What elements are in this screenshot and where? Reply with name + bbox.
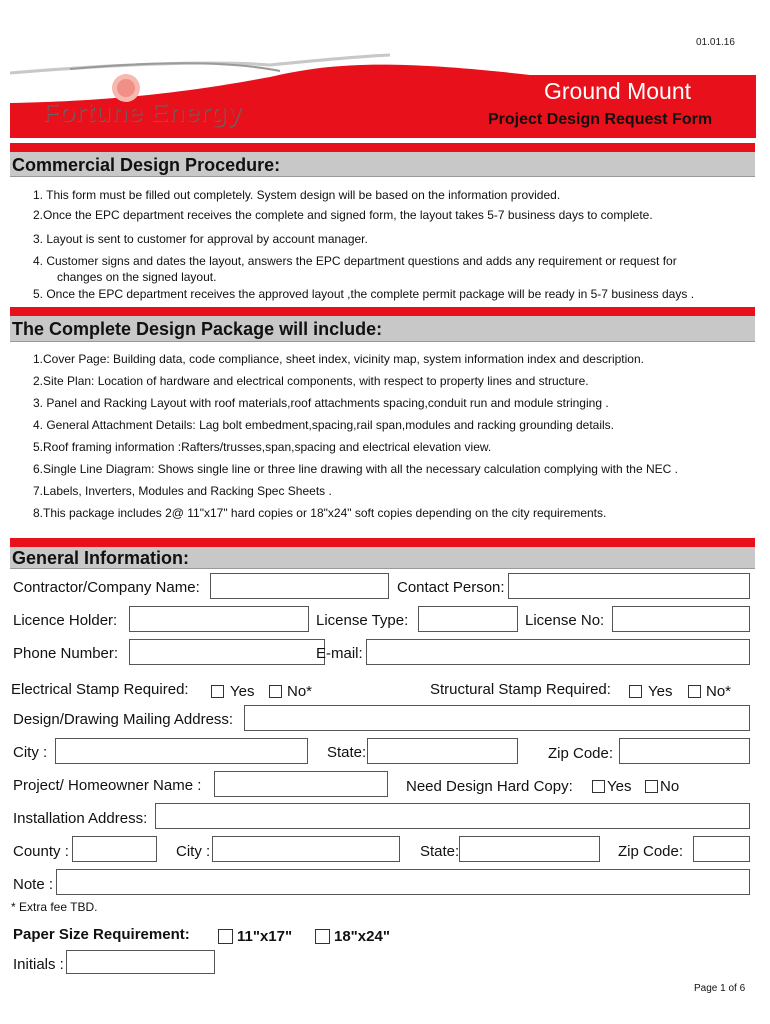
city-label: City : <box>13 744 48 761</box>
package-item: 1.Cover Page: Building data, code compliance, sheet index, vicinity map, system information index and description. <box>33 352 644 366</box>
initials-input[interactable] <box>66 950 215 974</box>
county-label: County : <box>13 843 69 860</box>
title-commercial: Commercial <box>538 44 709 80</box>
contractor-input[interactable] <box>210 573 389 599</box>
county-input[interactable] <box>72 836 157 862</box>
general-red-bar <box>10 538 755 547</box>
zip-code-label: Zip Code: <box>548 745 614 762</box>
project-homeowner-label: Project/ Homeowner Name : <box>13 777 202 794</box>
procedure-item: 4. Customer signs and dates the layout, answers the EPC department questions and adds any requirement or request for <box>33 254 677 268</box>
initials-label: Initials : <box>13 956 64 973</box>
package-item: 3. Panel and Racking Layout with roof materials,roof attachments spacing,conduit run and module stringing . <box>33 396 609 410</box>
structural-stamp-label: Structural Stamp Required: <box>430 681 611 698</box>
zip-code-input[interactable] <box>619 738 750 764</box>
note-label: Note : <box>13 876 54 893</box>
package-red-bar <box>10 307 755 316</box>
install-city-input[interactable] <box>212 836 400 862</box>
package-item: 6.Single Line Diagram: Shows single line or three line drawing with all the necessary calculation complying with the NEC . <box>33 462 678 476</box>
email-label: E-mail: <box>316 645 363 662</box>
installation-address-input[interactable] <box>155 803 750 829</box>
license-no-input[interactable] <box>612 606 750 632</box>
contact-person-label: Contact Person: <box>397 579 505 596</box>
package-item: 5.Roof framing information :Rafters/trusses,span,spacing and electrical elevation view. <box>33 440 492 454</box>
form-subtitle: Project Design Request Form <box>488 111 713 128</box>
paper-11x17-label: 11"x17" <box>237 928 293 945</box>
hard-copy-yes-checkbox[interactable] <box>592 780 605 793</box>
hard-copy-no-label: No <box>660 778 680 795</box>
state-input[interactable] <box>367 738 518 764</box>
hard-copy-label: Need Design Hard Copy: <box>406 778 573 795</box>
contact-person-input[interactable] <box>508 573 750 599</box>
licence-holder-input[interactable] <box>129 606 309 632</box>
install-city-label: City : <box>176 843 211 860</box>
electrical-stamp-label: Electrical Stamp Required: <box>11 681 189 698</box>
license-type-input[interactable] <box>418 606 518 632</box>
electrical-stamp-no-label: No* <box>287 683 313 700</box>
page-number: Page 1 of 6 <box>694 983 746 994</box>
contractor-label: Contractor/Company Name: <box>13 579 200 596</box>
installation-address-label: Installation Address: <box>13 810 148 827</box>
date-code: 01.01.16 <box>696 37 735 48</box>
install-state-label: State: <box>420 843 460 860</box>
install-zip-code-input[interactable] <box>693 836 750 862</box>
structural-stamp-yes-label: Yes <box>648 683 673 700</box>
state-label: State: <box>327 744 367 761</box>
general-title: General Information: <box>12 548 190 568</box>
procedure-item: 1. This form must be filled out completely. System design will be based on the information provided. <box>33 188 561 202</box>
mailing-address-label: Design/Drawing Mailing Address: <box>13 711 234 728</box>
structural-stamp-yes-checkbox[interactable] <box>629 685 642 698</box>
paper-18x24-checkbox[interactable] <box>315 929 330 944</box>
company-logo: Fortune Energy <box>42 97 242 127</box>
package-item: 7.Labels, Inverters, Modules and Racking Spec Sheets . <box>33 484 332 498</box>
procedure-item-continuation: changes on the signed layout. <box>57 270 217 284</box>
package-item: 4. General Attachment Details: Lag bolt embedment,spacing,rail span,modules and racking grounding details. <box>33 418 615 432</box>
extra-fee-note: * Extra fee TBD. <box>11 900 98 914</box>
procedure-item: 3. Layout is sent to customer for approval by account manager. <box>33 232 368 246</box>
electrical-stamp-no-checkbox[interactable] <box>269 685 282 698</box>
hard-copy-yes-label: Yes <box>607 778 632 795</box>
procedure-item: 5. Once the EPC department receives the approved layout ,the complete permit package will be ready in 5-7 business days . <box>33 287 695 301</box>
mailing-address-input[interactable] <box>244 705 750 731</box>
phone-label: Phone Number: <box>13 645 119 662</box>
procedure-item: 2.Once the EPC department receives the complete and signed form, the layout takes 5-7 business days to complete. <box>33 208 653 222</box>
email-input[interactable] <box>366 639 750 665</box>
license-no-label: License No: <box>525 612 605 629</box>
phone-input[interactable] <box>129 639 325 665</box>
package-item: 2.Site Plan: Location of hardware and electrical components, with respect to property lines and structure. <box>33 374 589 388</box>
title-ground-mount: Ground Mount <box>544 78 692 104</box>
electrical-stamp-yes-checkbox[interactable] <box>211 685 224 698</box>
install-state-input[interactable] <box>459 836 600 862</box>
package-title: The Complete Design Package will include: <box>12 319 383 339</box>
electrical-stamp-yes-label: Yes <box>230 683 255 700</box>
city-input[interactable] <box>55 738 308 764</box>
paper-11x17-checkbox[interactable] <box>218 929 233 944</box>
project-homeowner-input[interactable] <box>214 771 388 797</box>
license-type-label: License Type: <box>316 612 409 629</box>
structural-stamp-no-label: No* <box>706 683 732 700</box>
paper-size-label: Paper Size Requirement: <box>13 926 190 943</box>
procedure-title: Commercial Design Procedure: <box>12 155 281 175</box>
structural-stamp-no-checkbox[interactable] <box>688 685 701 698</box>
procedure-red-bar <box>10 143 755 152</box>
licence-holder-label: Licence Holder: <box>13 612 118 629</box>
note-input[interactable] <box>56 869 750 895</box>
package-item: 8.This package includes 2@ 11"x17" hard copies or 18"x24" soft copies depending on the city requirements. <box>33 506 607 520</box>
paper-18x24-label: 18"x24" <box>334 928 390 945</box>
hard-copy-no-checkbox[interactable] <box>645 780 658 793</box>
install-zip-code-label: Zip Code: <box>618 843 684 860</box>
